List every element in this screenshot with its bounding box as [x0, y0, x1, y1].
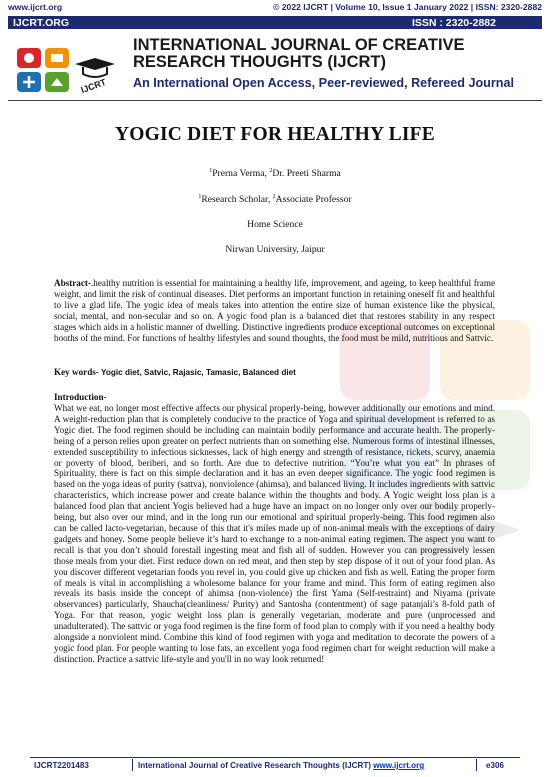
paper-code: IJCRT2201483	[34, 761, 89, 770]
logo-wordmark: IJCRT	[79, 76, 108, 96]
header-divider	[8, 100, 542, 101]
journal-subtitle: An International Open Access, Peer-reviewed, Refereed Journal	[133, 76, 514, 90]
author2: Dr. Preeti Sharma	[272, 168, 341, 180]
introduction-heading-text: Introduction-	[54, 392, 107, 402]
affiliations	[0, 194, 550, 205]
author1-superscript: 1	[209, 168, 213, 174]
journal-title-line1: INTERNATIONAL JOURNAL OF CREATIVE	[133, 36, 465, 54]
footer-url-link[interactable]: www.ijcrt.org	[373, 761, 425, 770]
page-header	[0, 0, 550, 13]
department: Home Science	[247, 219, 303, 230]
paper-title: YOGIC DIET FOR HEALTHY LIFE	[115, 124, 435, 145]
author1: Prerna Verma,	[212, 168, 270, 180]
banner-site: IJCRT.ORG	[13, 17, 70, 29]
author2-superscript: 2	[269, 168, 273, 174]
affiliation2: Associate Professor	[275, 194, 352, 206]
aff2-superscript: 2	[272, 194, 276, 200]
footer-separator	[132, 759, 133, 771]
banner-issn: ISSN : 2320-2882	[411, 17, 496, 29]
university: Nirwan University, Jaipur	[225, 244, 325, 255]
page-number: e306	[486, 761, 505, 770]
site-url[interactable]: www.ijcrt.org	[8, 2, 63, 12]
aff1-superscript: 1	[198, 194, 202, 200]
introduction-text: What we eat, no longer most effective affects our physical properly-being, however additionally our emotions and mind. A weight-reduction plan that is completely conducive to the practice of Yoga and spiritual development is referred to as Yogic diet. The food regimen should be including can maintain bodily performance and accurate health. The properly-being of a person relies upon greater on perfect nutrients than on something else. Numerous forms of intestinal illnesses, extended susceptibility to infectious sicknesses, lack of high energy and strength of resistance, rickets, scurvy, anaemia or poverty of blood, beriberi, and so forth. Are due to defective nutrition. “You’re what you eat” In phrases of Spirituality, there is fact on this simple declaration and it has an even deeper significance. The yogic food regimen is based on the yoga ideas of purity (sattva), nonviolence (ahimsa), and balanced living. It includes ingredients with sattvic characteristics, which increase power and create balance within the thoughts and body. A Yogic weight loss plan is a balanced food plan that ancient Yogis believed had a huge have an impact on no longer only over our bodily properly-being, but also over our mind, and in the long run our emotional and spiritual properly-being. This food regimen also can be called lacto-vegetarian, because of this that it's miles made up of non-animal meals with the exceptions of dairy gadgets and honey. Some people believe it’s hard to exchange to a non-animal eating regimen. The aspect you want to recall is that you don’t should forestall ingesting meat and fish all of sudden. However you can progressively lessen those meals from your diet. First reduce down on red meat, and then step by step dispose of it out of your food plan. As you discover different vegetarian foods you revel in, you could give up chicken and fish as well. Eating the proper form of meals is vital in accomplishing a wholesome balance for your frame and mind. This form of eating regimen also reveals its basis inside the concept of ahimsa (non-violence) the first Yama (Self-restraint) and Niyama (private observances) particularly, Shaucha(cleanliness/ Purity) and Santosha (contentment) of sage patanjali’s 8-fold path of Yoga. For that reason, yogic weight loss plan is generally vegetarian, moderate and pure (unprocessed and unadulterated). The sattvic or yoga food regimen is the fine form of food plan to comply with if you need a healthy body alongside a nonviolent mind. Combine this kind of food regimen with yoga and meditation to decorate the powers of a yogic food plan. For people wanting to lose fats, an excellent yoga food regimen chart for weight reduction will make a distinction. Practice a sattvic life-style and you'll in no way look returned!	[54, 403, 495, 664]
authors	[0, 168, 550, 179]
introduction-heading	[54, 392, 495, 403]
journal-logo	[15, 44, 127, 96]
journal-title	[133, 37, 543, 71]
journal-title-line2: RESEARCH THOUGHTS (IJCRT)	[133, 53, 387, 71]
footer-journal-name: International Journal of Creative Research Thoughts (IJCRT)	[138, 761, 374, 770]
footer-separator-2	[476, 759, 477, 771]
abstract	[54, 278, 495, 343]
keywords-text: Yogic diet, Satvic, Rajasic, Tamasic, Balanced diet	[98, 368, 296, 377]
abstract-text: .healthy nutrition is essential for maintaining a healthy life, improvement, and ageing, to keep healthful frame weight, and limit the risk of continual diseases. Diet performs an important function in retaining oneself fit and healthful to live a glad life. The yogic idea of meals takes into attention the entire size of human existence like the physical, social, mental, and non-secular and so on. A yogic food plan is a balanced diet that restores stability in any respect stages which aids in a holistic manner of dwelling. Distinctive ingredients produce exceptional outcomes on exceptional booths of the mind. For functions of healthy lifestyles and sound thoughts, the food must be mild, nutritious and Sattvic.	[54, 278, 495, 343]
page-footer	[30, 757, 520, 772]
journal-banner	[8, 16, 542, 29]
citation-info: © 2022 IJCRT | Volume 10, Issue 1 January 2022 | ISSN: 2320-2882	[273, 2, 542, 12]
affiliation1: Research Scholar,	[201, 194, 273, 206]
footer-journal	[138, 761, 424, 770]
keywords-label: Key words-	[54, 367, 99, 377]
abstract-label: Abstract-	[54, 278, 91, 288]
keywords	[54, 367, 495, 379]
